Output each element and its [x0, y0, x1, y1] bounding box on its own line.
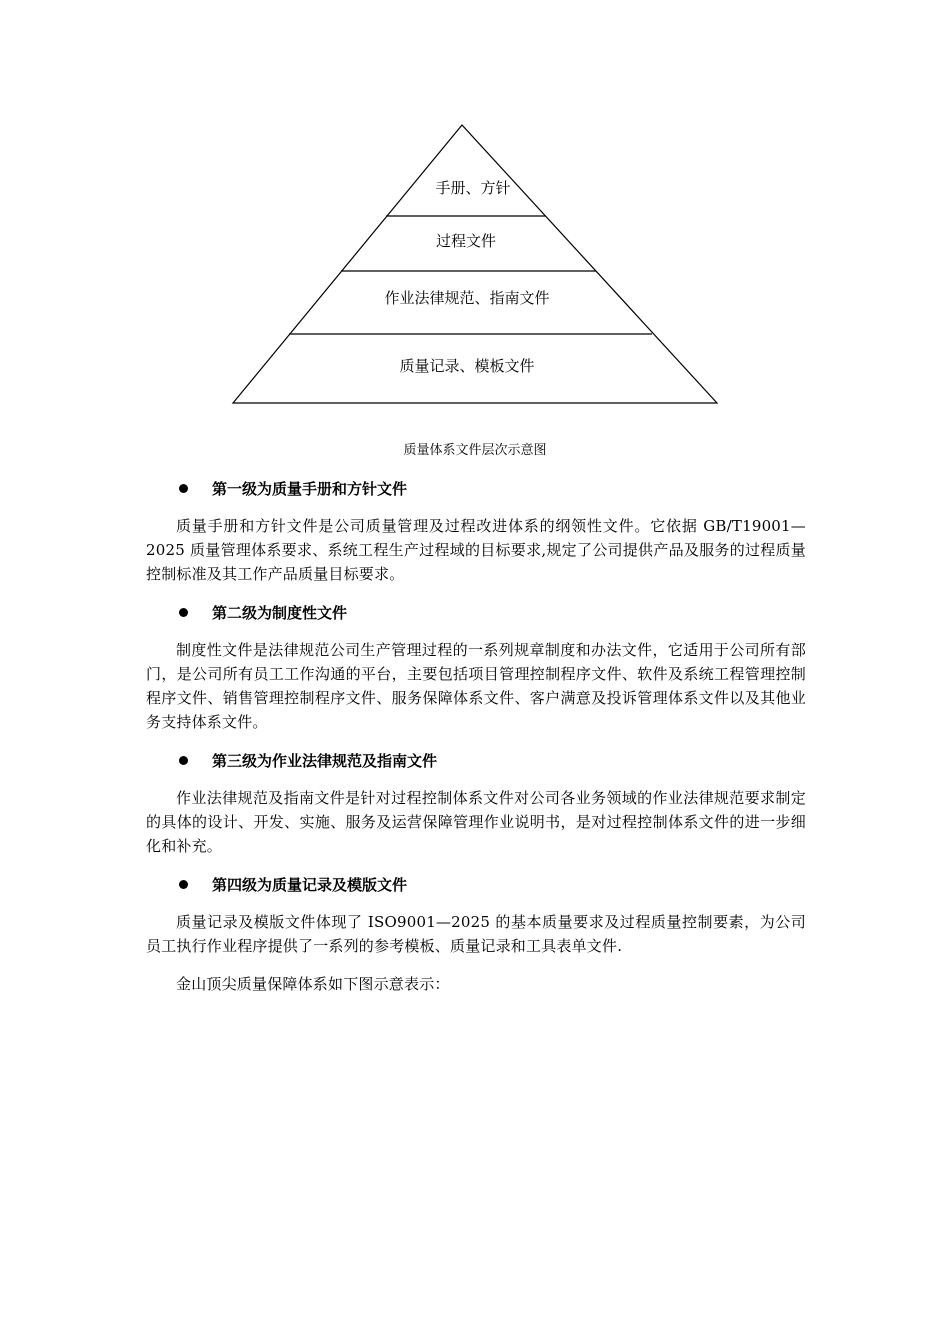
document-body — [146, 476, 806, 1010]
section-4-paragraph: 质量记录及模版文件体现了 ISO9001—2025 的基本质量要求及过程质量控制要素，为公司员工执行作业程序提供了一系列的参考模板、质量记录和工具表单文件. — [146, 913, 806, 955]
pyramid-level-3-label: 作业法律规范、指南文件 — [384, 289, 550, 307]
section-2-heading — [146, 600, 806, 624]
bullet-icon — [179, 608, 188, 617]
pyramid-level-2-label: 过程文件 — [435, 232, 497, 250]
section-3-heading — [146, 748, 806, 772]
section-1-paragraph: 质量手册和方针文件是公司质量管理及过程改进体系的纲领性文件。它依据 GB/T19001—2025 质量管理体系要求、系统工程生产过程域的目标要求,规定了公司提供产品及服务的过程质量控制标准及其工作产品质量目标要求。 — [146, 517, 806, 583]
pyramid-level-1-label: 手册、方针 — [435, 179, 511, 197]
section-1-heading-text: 第一级为质量手册和方针文件 — [212, 479, 408, 498]
section-4-heading — [146, 872, 806, 896]
section-3-paragraph: 作业法律规范及指南文件是针对过程控制体系文件对公司各业务领域的作业法律规范要求制定的具体的设计、开发、实施、服务及运营保障管理作业说明书，是对过程控制体系文件的进一步细化和补充。 — [146, 789, 806, 855]
quality-hierarchy-pyramid — [228, 120, 722, 410]
bullet-icon — [179, 756, 188, 765]
section-1-heading — [146, 476, 806, 500]
pyramid-level-4-label: 质量记录、模板文件 — [399, 357, 535, 375]
section-4-heading-text: 第四级为质量记录及模版文件 — [212, 875, 408, 894]
bullet-icon — [179, 484, 188, 493]
diagram-caption: 质量体系文件层次示意图 — [403, 443, 547, 458]
section-2-heading-text: 第二级为制度性文件 — [212, 603, 348, 622]
section-2-paragraph: 制度性文件是法律规范公司生产管理过程的一系列规章制度和办法文件，它适用于公司所有部门，是公司所有员工工作沟通的平台，主要包括项目管理控制程序文件、软件及系统工程管理控制程序文件、销售管理控制程序文件、服务保障体系文件、客户满意及投诉管理体系文件以及其他业务支持体系文件。 — [146, 641, 806, 731]
closing-paragraph: 金山顶尖质量保障体系如下图示意表示： — [176, 975, 450, 993]
section-3-heading-text: 第三级为作业法律规范及指南文件 — [212, 751, 438, 770]
bullet-icon — [179, 880, 188, 889]
